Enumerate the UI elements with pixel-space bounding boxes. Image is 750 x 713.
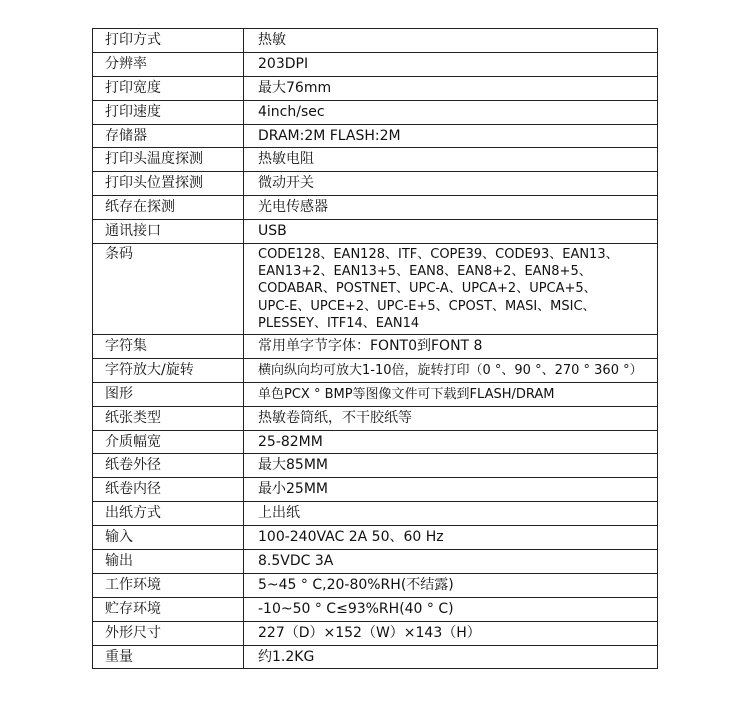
table-row [93, 172, 658, 196]
row-value: 100-240VAC 2A 50、60 Hz [244, 526, 658, 550]
table-row [93, 335, 658, 359]
table-row [93, 430, 658, 454]
row-label: 打印头温度探测 [93, 148, 244, 172]
row-label: 字符放大/旋转 [93, 358, 244, 382]
table-row [93, 645, 658, 669]
row-label: 打印宽度 [93, 76, 244, 100]
row-label: 图形 [93, 382, 244, 406]
row-label: 打印方式 [93, 29, 244, 53]
row-label: 纸存在探测 [93, 196, 244, 220]
row-value: 25-82MM [244, 430, 658, 454]
barcode-line: PLESSEY、ITF14、EAN14 [258, 315, 420, 331]
table-row [93, 406, 658, 430]
table-row [93, 358, 658, 382]
table-row [93, 573, 658, 597]
table-row [93, 526, 658, 550]
row-value: 203DPI [244, 52, 658, 76]
table-row [93, 196, 658, 220]
row-label: 重量 [93, 645, 244, 669]
table-row [93, 382, 658, 406]
table-row [93, 124, 658, 148]
row-value: DRAM:2M FLASH:2M [244, 124, 658, 148]
row-label: 纸卷内径 [93, 478, 244, 502]
row-value: 约1.2KG [244, 645, 658, 669]
row-label: 外形尺寸 [93, 621, 244, 645]
row-value: 横向纵向均可放大1-10倍，旋转打印（0 °、90 °、270 ° 360 °） [244, 358, 658, 382]
table-row [93, 454, 658, 478]
table-row [93, 76, 658, 100]
barcode-line: CODE128、EAN128、ITF、COPE39、CODE93、EAN13、 [258, 247, 619, 263]
spec-table [92, 28, 658, 669]
row-label: 贮存环境 [93, 597, 244, 621]
row-label: 字符集 [93, 335, 244, 359]
table-row [93, 220, 658, 244]
barcode-line: EAN13+2、EAN13+5、EAN8、EAN8+2、EAN8+5、 [258, 264, 592, 280]
table-row [93, 621, 658, 645]
row-value: 最小25MM [244, 478, 658, 502]
row-label: 打印头位置探测 [93, 172, 244, 196]
row-label: 存储器 [93, 124, 244, 148]
row-value: 常用单字节字体：FONT0到FONT 8 [244, 335, 658, 359]
row-value: USB [244, 220, 658, 244]
row-label: 纸张类型 [93, 406, 244, 430]
row-value [244, 244, 658, 335]
table-row [93, 597, 658, 621]
row-value: 最大76mm [244, 76, 658, 100]
table-row [93, 148, 658, 172]
barcode-line: CODABAR、POSTNET、UPC-A、UPCA+2、UPCA+5、 [258, 281, 597, 297]
row-label: 介质幅宽 [93, 430, 244, 454]
row-label: 通讯接口 [93, 220, 244, 244]
table-row [93, 29, 658, 53]
row-label: 条码 [93, 244, 244, 335]
table-row [93, 244, 658, 335]
row-value: 上出纸 [244, 502, 658, 526]
row-value: -10~50 ° C≤93%RH(40 ° C) [244, 597, 658, 621]
row-label: 输入 [93, 526, 244, 550]
table-row [93, 502, 658, 526]
row-value: 光电传感器 [244, 196, 658, 220]
row-label: 纸卷外径 [93, 454, 244, 478]
barcode-line: UPC-E、UPCE+2、UPC-E+5、CPOST、MASI、MSIC、 [258, 298, 596, 314]
row-value: 微动开关 [244, 172, 658, 196]
table-row [93, 100, 658, 124]
row-value: 227（D）×152（W）×143（H） [244, 621, 658, 645]
row-value: 最大85MM [244, 454, 658, 478]
row-value: 5~45 ° C,20-80%RH(不结露) [244, 573, 658, 597]
row-label: 出纸方式 [93, 502, 244, 526]
row-label: 打印速度 [93, 100, 244, 124]
row-value: 单色PCX ° BMP等图像文件可下载到FLASH/DRAM [244, 382, 658, 406]
row-value: 热敏 [244, 29, 658, 53]
row-label: 输出 [93, 550, 244, 574]
table-row [93, 478, 658, 502]
table-row [93, 52, 658, 76]
row-value: 热敏卷筒纸，不干胶纸等 [244, 406, 658, 430]
row-label: 分辨率 [93, 52, 244, 76]
row-value: 热敏电阻 [244, 148, 658, 172]
row-value: 8.5VDC 3A [244, 550, 658, 574]
row-label: 工作环境 [93, 573, 244, 597]
row-value: 4inch/sec [244, 100, 658, 124]
table-row [93, 550, 658, 574]
